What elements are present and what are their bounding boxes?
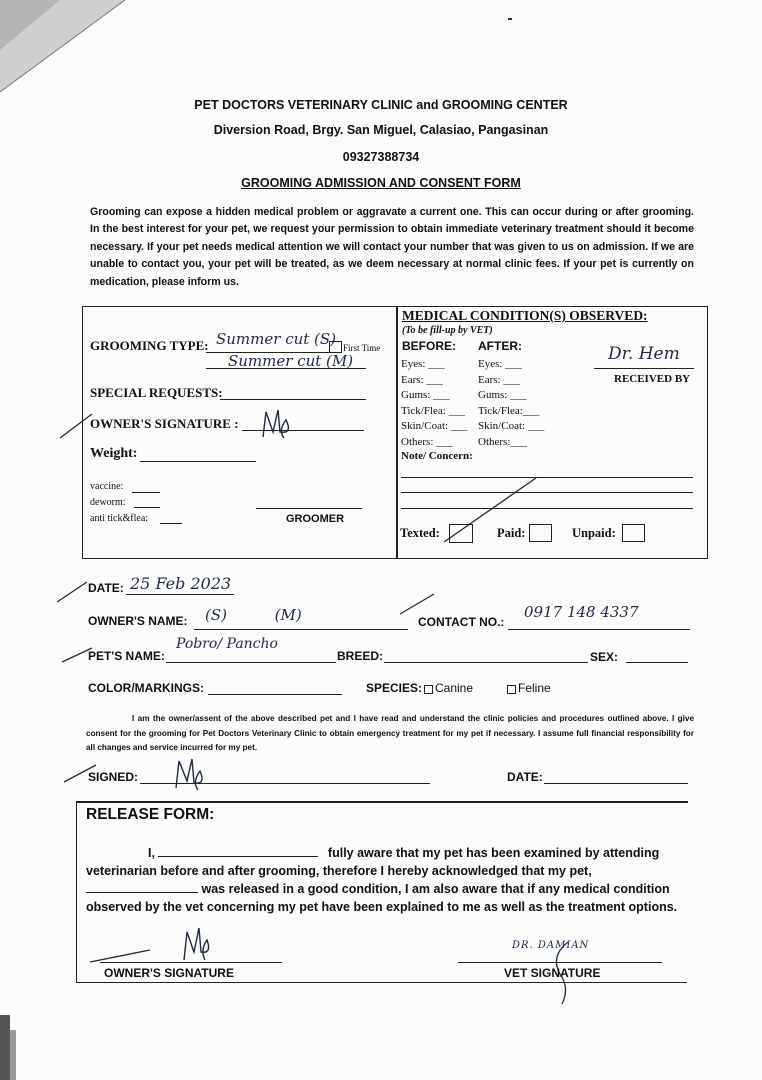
species-label: SPECIES: [366, 681, 423, 695]
unpaid-label: Unpaid: [572, 526, 616, 540]
date-label: DATE: [88, 581, 124, 595]
release-owner-signature-label: OWNER'S SIGNATURE [104, 966, 234, 980]
signed-label: SIGNED: [88, 770, 139, 784]
weight-line [140, 461, 256, 462]
canine-label: Canine [435, 681, 474, 695]
release-line-4: observed by the vet concerning my pet have been explained to me as well as the treatment options. [86, 900, 678, 914]
condition-before-ears[interactable]: Ears: ___ [401, 373, 443, 386]
unpaid-checkbox[interactable] [622, 524, 645, 542]
release-line-3: was released in a good condition, I am also aware that if any medical condition [86, 880, 684, 898]
received-by-label: RECEIVED BY [614, 373, 691, 385]
anti-tick-label: anti tick&flea: [90, 513, 149, 524]
consent-paragraph: I am the owner/assent of the above described pet and I have read and understand the clinic policies and procedures outlined above. I give consent for the grooming for Pet Doctors Veterinary Clinic to obtain emergency treatment for my pet if necessary. I assume full financial responsibility for all changes and service incurred for my pet. [86, 714, 694, 752]
scan-corner-artifact [0, 0, 130, 100]
before-label: BEFORE: [402, 339, 456, 353]
clinic-address: Diversion Road, Brgy. San Miguel, Calasiao, Pangasinan [213, 123, 549, 137]
paid-label: Paid: [497, 526, 526, 540]
deworm-label: deworm: [90, 497, 126, 508]
signed-date-label: DATE: [507, 770, 543, 784]
form-title: GROOMING ADMISSION AND CONSENT FORM [241, 176, 521, 190]
condition-before-others[interactable]: Others: ___ [401, 435, 453, 448]
received-by-line [594, 368, 694, 369]
owner-signature-mark [58, 402, 378, 442]
signed-line [140, 783, 430, 784]
groomer-line [256, 508, 362, 509]
release-title: RELEASE FORM: [86, 806, 215, 823]
texted-label: Texted: [400, 526, 440, 540]
grooming-type-label: GROOMING TYPE: [90, 338, 209, 353]
condition-after-ears[interactable]: Ears: ___ [478, 373, 520, 386]
weight-label: Weight: [90, 446, 138, 461]
medical-title: MEDICAL CONDITION(S) OBSERVED: [402, 308, 648, 323]
condition-before-skin[interactable]: Skin/Coat: ___ [401, 420, 468, 432]
after-label: AFTER: [478, 339, 522, 353]
release-vet-signature-label: VET SIGNATURE [504, 966, 601, 980]
scan-dot [508, 18, 512, 20]
breed-line [384, 662, 588, 663]
owner-name-value[interactable]: (S) (M) [205, 606, 302, 624]
note-label: Note/ Concern: [401, 450, 473, 462]
signed-signature [170, 755, 210, 791]
vet-signature-line [458, 962, 662, 963]
vaccine-label: vaccine: [90, 481, 124, 492]
vet-signature-value[interactable]: DR. DAMIAN [512, 940, 590, 951]
date-value[interactable]: 25 Feb 2023 [130, 574, 232, 593]
sex-line [626, 662, 688, 663]
after-conditions [478, 357, 544, 450]
contact-value[interactable]: 0917 148 4337 [524, 603, 639, 621]
deworm-line [134, 507, 160, 508]
grooming-type-value-1[interactable]: Summer cut (S) [216, 330, 337, 348]
texted-checkbox[interactable] [449, 524, 473, 543]
clinic-phone: 09327388734 [342, 150, 420, 164]
contact-label: CONTACT NO.: [418, 615, 505, 629]
owner-name-line [194, 629, 408, 630]
sex-label: SEX: [590, 650, 619, 664]
anti-tick-line [160, 523, 182, 524]
condition-before-eyes[interactable]: Eyes: ___ [401, 358, 445, 370]
scan-edge-artifact-2 [10, 1030, 16, 1080]
owner-signature-line [242, 430, 364, 431]
color-line [208, 694, 342, 695]
release-owner-blank[interactable] [158, 856, 318, 857]
condition-after-gums[interactable]: Gums: ___ [478, 389, 527, 401]
pet-name-label: PET'S NAME: [88, 649, 165, 663]
condition-after-tick[interactable]: Tick/Flea:___ [478, 404, 540, 417]
vaccine-line [132, 492, 160, 493]
special-requests-label: SPECIAL REQUESTS: [90, 385, 223, 400]
contact-check-mark [398, 592, 438, 617]
condition-after-others[interactable]: Others:___ [478, 435, 527, 448]
clinic-name: PET DOCTORS VETERINARY CLINIC and GROOMING CENTER [194, 98, 568, 112]
intro-paragraph: Grooming can expose a hidden medical problem or aggravate a current one. This can occur during or after grooming. In the best interest for your pet, we request your permission to obtain immediate veterinary treatment should it become necessary. If your pet needs medical attention we will contact your number that was given to us on admission. If we are unable to contact you, your pet will be treated, as we deem necessary at normal clinic fees. If your pet is currently on medication, please inform us. [90, 206, 694, 288]
contact-line [508, 629, 690, 630]
release-line-2: veterinarian before and after grooming, therefore I hereby acknowledged that my pet, [86, 864, 592, 878]
pet-name-line [166, 662, 336, 663]
date-line [126, 594, 234, 595]
owner-signature-label: OWNER'S SIGNATURE : [90, 416, 239, 431]
feline-checkbox[interactable] [507, 685, 516, 694]
canine-checkbox[interactable] [424, 685, 433, 694]
condition-before-tick[interactable]: Tick/Flea: ___ [401, 404, 466, 417]
before-conditions [401, 357, 467, 450]
color-label: COLOR/MARKINGS: [88, 681, 204, 695]
breed-label: BREED: [337, 649, 384, 663]
condition-after-skin[interactable]: Skin/Coat: ___ [478, 420, 545, 432]
owner-signature-release-line [100, 962, 282, 963]
condition-after-eyes[interactable]: Eyes: ___ [478, 358, 522, 370]
scan-edge-artifact [0, 1015, 10, 1080]
medical-subtitle: (To be fill-up by VET) [402, 325, 493, 336]
release-line-1: I, fully aware that my pet has been examined by attending [148, 846, 660, 860]
panel-divider [396, 306, 398, 559]
groomer-label: GROOMER [286, 513, 345, 525]
release-pet-blank[interactable] [86, 892, 198, 893]
feline-label: Feline [518, 681, 551, 695]
release-top-border [76, 801, 688, 803]
pet-name-value[interactable]: Pobro/ Pancho [176, 636, 278, 652]
owner-name-label: OWNER'S NAME: [88, 614, 188, 628]
paid-checkbox[interactable] [529, 524, 552, 542]
grooming-type-line-2 [206, 368, 366, 369]
first-time-label: First Time [343, 343, 381, 353]
received-by-value[interactable]: Dr. Hem [608, 344, 680, 364]
grooming-type-value-2[interactable]: Summer cut (M) [228, 352, 354, 370]
condition-before-gums[interactable]: Gums: ___ [401, 389, 450, 401]
special-requests-line [220, 399, 366, 400]
signed-date-line [544, 783, 688, 784]
